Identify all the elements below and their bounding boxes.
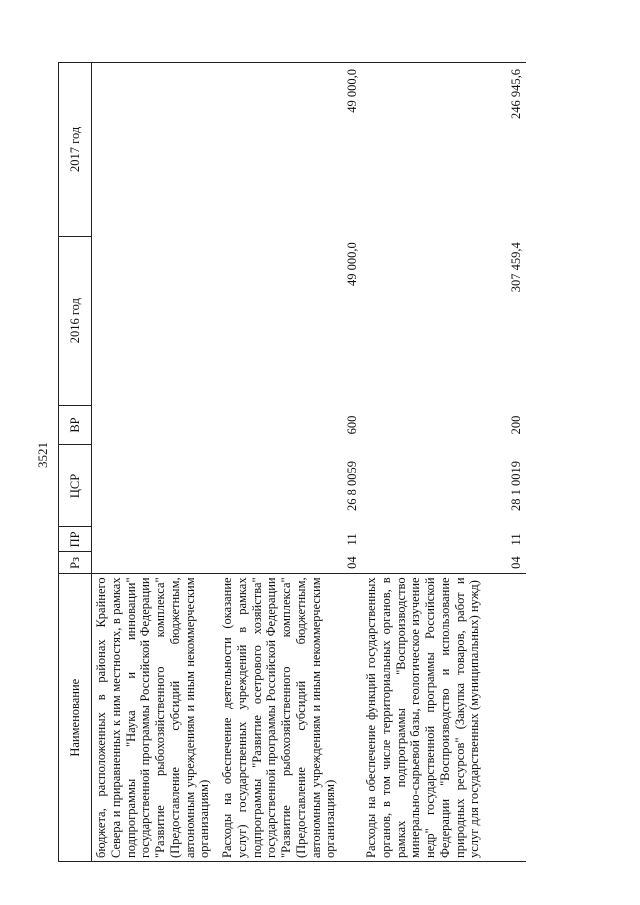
row-2017: 49 000,0 — [218, 63, 362, 237]
header-vr: ВР — [59, 405, 92, 445]
row-rz: 04 — [509, 556, 524, 569]
row-2016: 49 000,0 — [345, 242, 360, 287]
row-csr: 26 8 0059 — [345, 460, 360, 511]
budget-table-rotated — [58, 62, 618, 862]
row-2016: 307 459,4 — [509, 242, 524, 293]
row-vr: 200 — [509, 415, 524, 435]
table-row — [92, 63, 219, 862]
row-vr — [92, 405, 219, 445]
header-pr: ПР — [59, 527, 92, 552]
row-2016 — [92, 236, 219, 405]
header-2017: 2017 год — [59, 63, 92, 237]
row-rz: 04 — [345, 556, 360, 569]
table-row — [362, 63, 526, 862]
row-rz — [92, 552, 219, 574]
header-name: Наименование — [59, 574, 92, 862]
row-name: бюджета, расположенных в районах Крайнего Севера и приравненных к ним местностях, в рамках подпрограммы "Наука и инновации" государственной программы Российской Федерации "Развитие рыбохозяйственного комплекса" (Предоставление субсидий бюджетным, автономным учреждениям и иным некоммерческим организациям) — [92, 574, 219, 862]
header-rz: Рз — [59, 552, 92, 574]
budget-table — [58, 62, 526, 862]
row-csr: 28 1 0019 — [509, 460, 524, 511]
row-vr: 600 — [345, 415, 360, 435]
header-csr: ЦСР — [59, 445, 92, 527]
row-pr — [92, 527, 219, 552]
header-2016: 2016 год — [59, 236, 92, 405]
row-2017 — [92, 63, 219, 237]
row-pr: 11 — [509, 533, 524, 546]
row-csr — [92, 445, 219, 527]
row-2017: 246 945,6 — [362, 63, 526, 237]
page-number: 3521 — [35, 442, 50, 468]
table-header-row — [59, 63, 92, 862]
row-name: Расходы на обеспечение функций государственных органов, в том числе территориальных органов, в рамках подпрограммы "Воспроизводство минерально-сырьевой базы, геологическое изучение недр" государственной программы Российской Федерации "Воспроизводство и использование природных ресурсов" (Закупка товаров, работ и услуг для государственных (муниципальных) нужд) — [362, 574, 526, 862]
row-name: Расходы на обеспечение деятельности (оказание услуг) государственных учреждений в рамках подпрограммы "Развитие осетрового хозяйства" государственной программы Российской Федерации "Развитие рыбохозяйственного комплекса" (Предоставление субсидий бюджетным, автономным учреждениям и иным некоммерческим организациям) — [218, 574, 362, 862]
table-row — [218, 63, 362, 862]
row-pr: 11 — [345, 533, 360, 546]
